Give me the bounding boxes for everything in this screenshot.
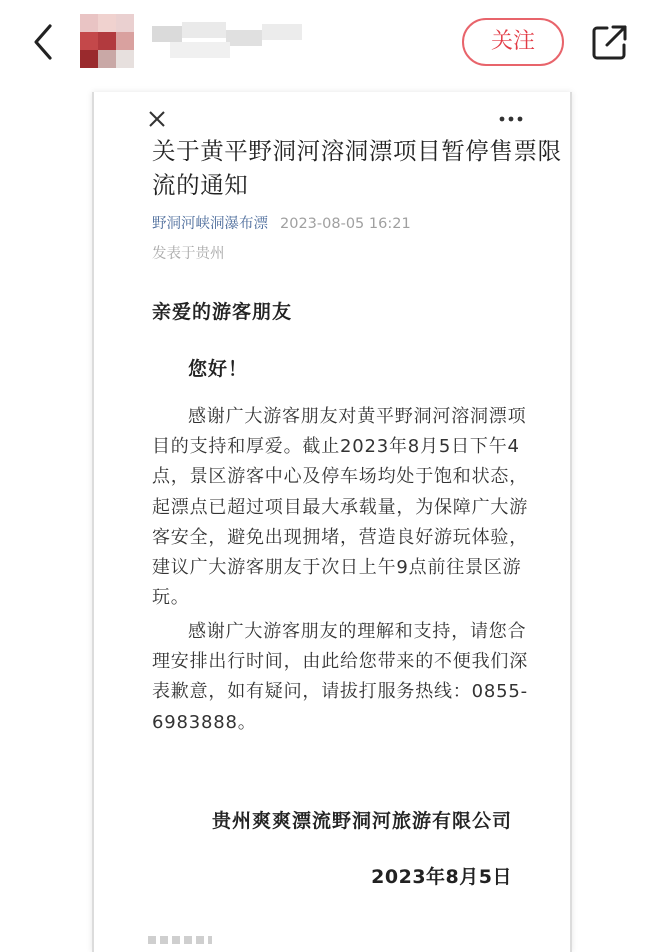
signature-company: 贵州爽爽漂流野洞河旅游有限公司 — [211, 810, 512, 832]
follow-button[interactable]: 关注 — [462, 18, 564, 66]
more-button[interactable] — [498, 110, 524, 128]
back-button[interactable] — [28, 22, 62, 62]
account-name-blurred[interactable] — [152, 20, 322, 60]
article-meta — [152, 212, 411, 233]
close-button[interactable] — [146, 108, 168, 130]
more-horizontal-icon — [498, 110, 524, 128]
article-source[interactable]: 野洞河峡洞瀑布漂 — [152, 216, 268, 232]
article-location: 发表于贵州 — [152, 246, 225, 262]
chevron-left-icon — [28, 22, 62, 62]
share-button[interactable] — [590, 22, 630, 62]
greeting: 亲爱的游客朋友 — [152, 301, 293, 323]
article-datetime: 2023-08-05 16:21 — [280, 216, 411, 232]
avatar[interactable] — [80, 14, 150, 68]
share-icon — [590, 22, 630, 62]
signature-date: 2023年8月5日 — [371, 866, 512, 888]
article-title: 关于黄平野洞河溶洞漂项目暂停售票限流的通知 — [152, 137, 562, 199]
body-paragraph: 感谢广大游客朋友对黄平野洞河溶洞漂项目的支持和厚爱。截止2023年8月5日下午4点，景区游客中心及停车场均处于饱和状态，起漂点已超过项目最大承载量，为保障广大游客安全，避免出现拥堵，营造良好游玩体验，建议广大游客朋友于次日上午9点前往景区游玩。 — [152, 406, 528, 609]
article-card — [92, 92, 572, 952]
salutation: 您好！ — [188, 358, 249, 380]
body-paragraph: 感谢广大游客朋友的理解和支持，请您合理安排出行时间，由此给您带来的不便我们深表歉意，如有疑问，请拔打服务热线：0855-6983888。 — [152, 621, 528, 733]
top-app-bar — [0, 0, 660, 92]
close-icon — [146, 108, 168, 130]
read-count-blurred — [148, 930, 212, 944]
